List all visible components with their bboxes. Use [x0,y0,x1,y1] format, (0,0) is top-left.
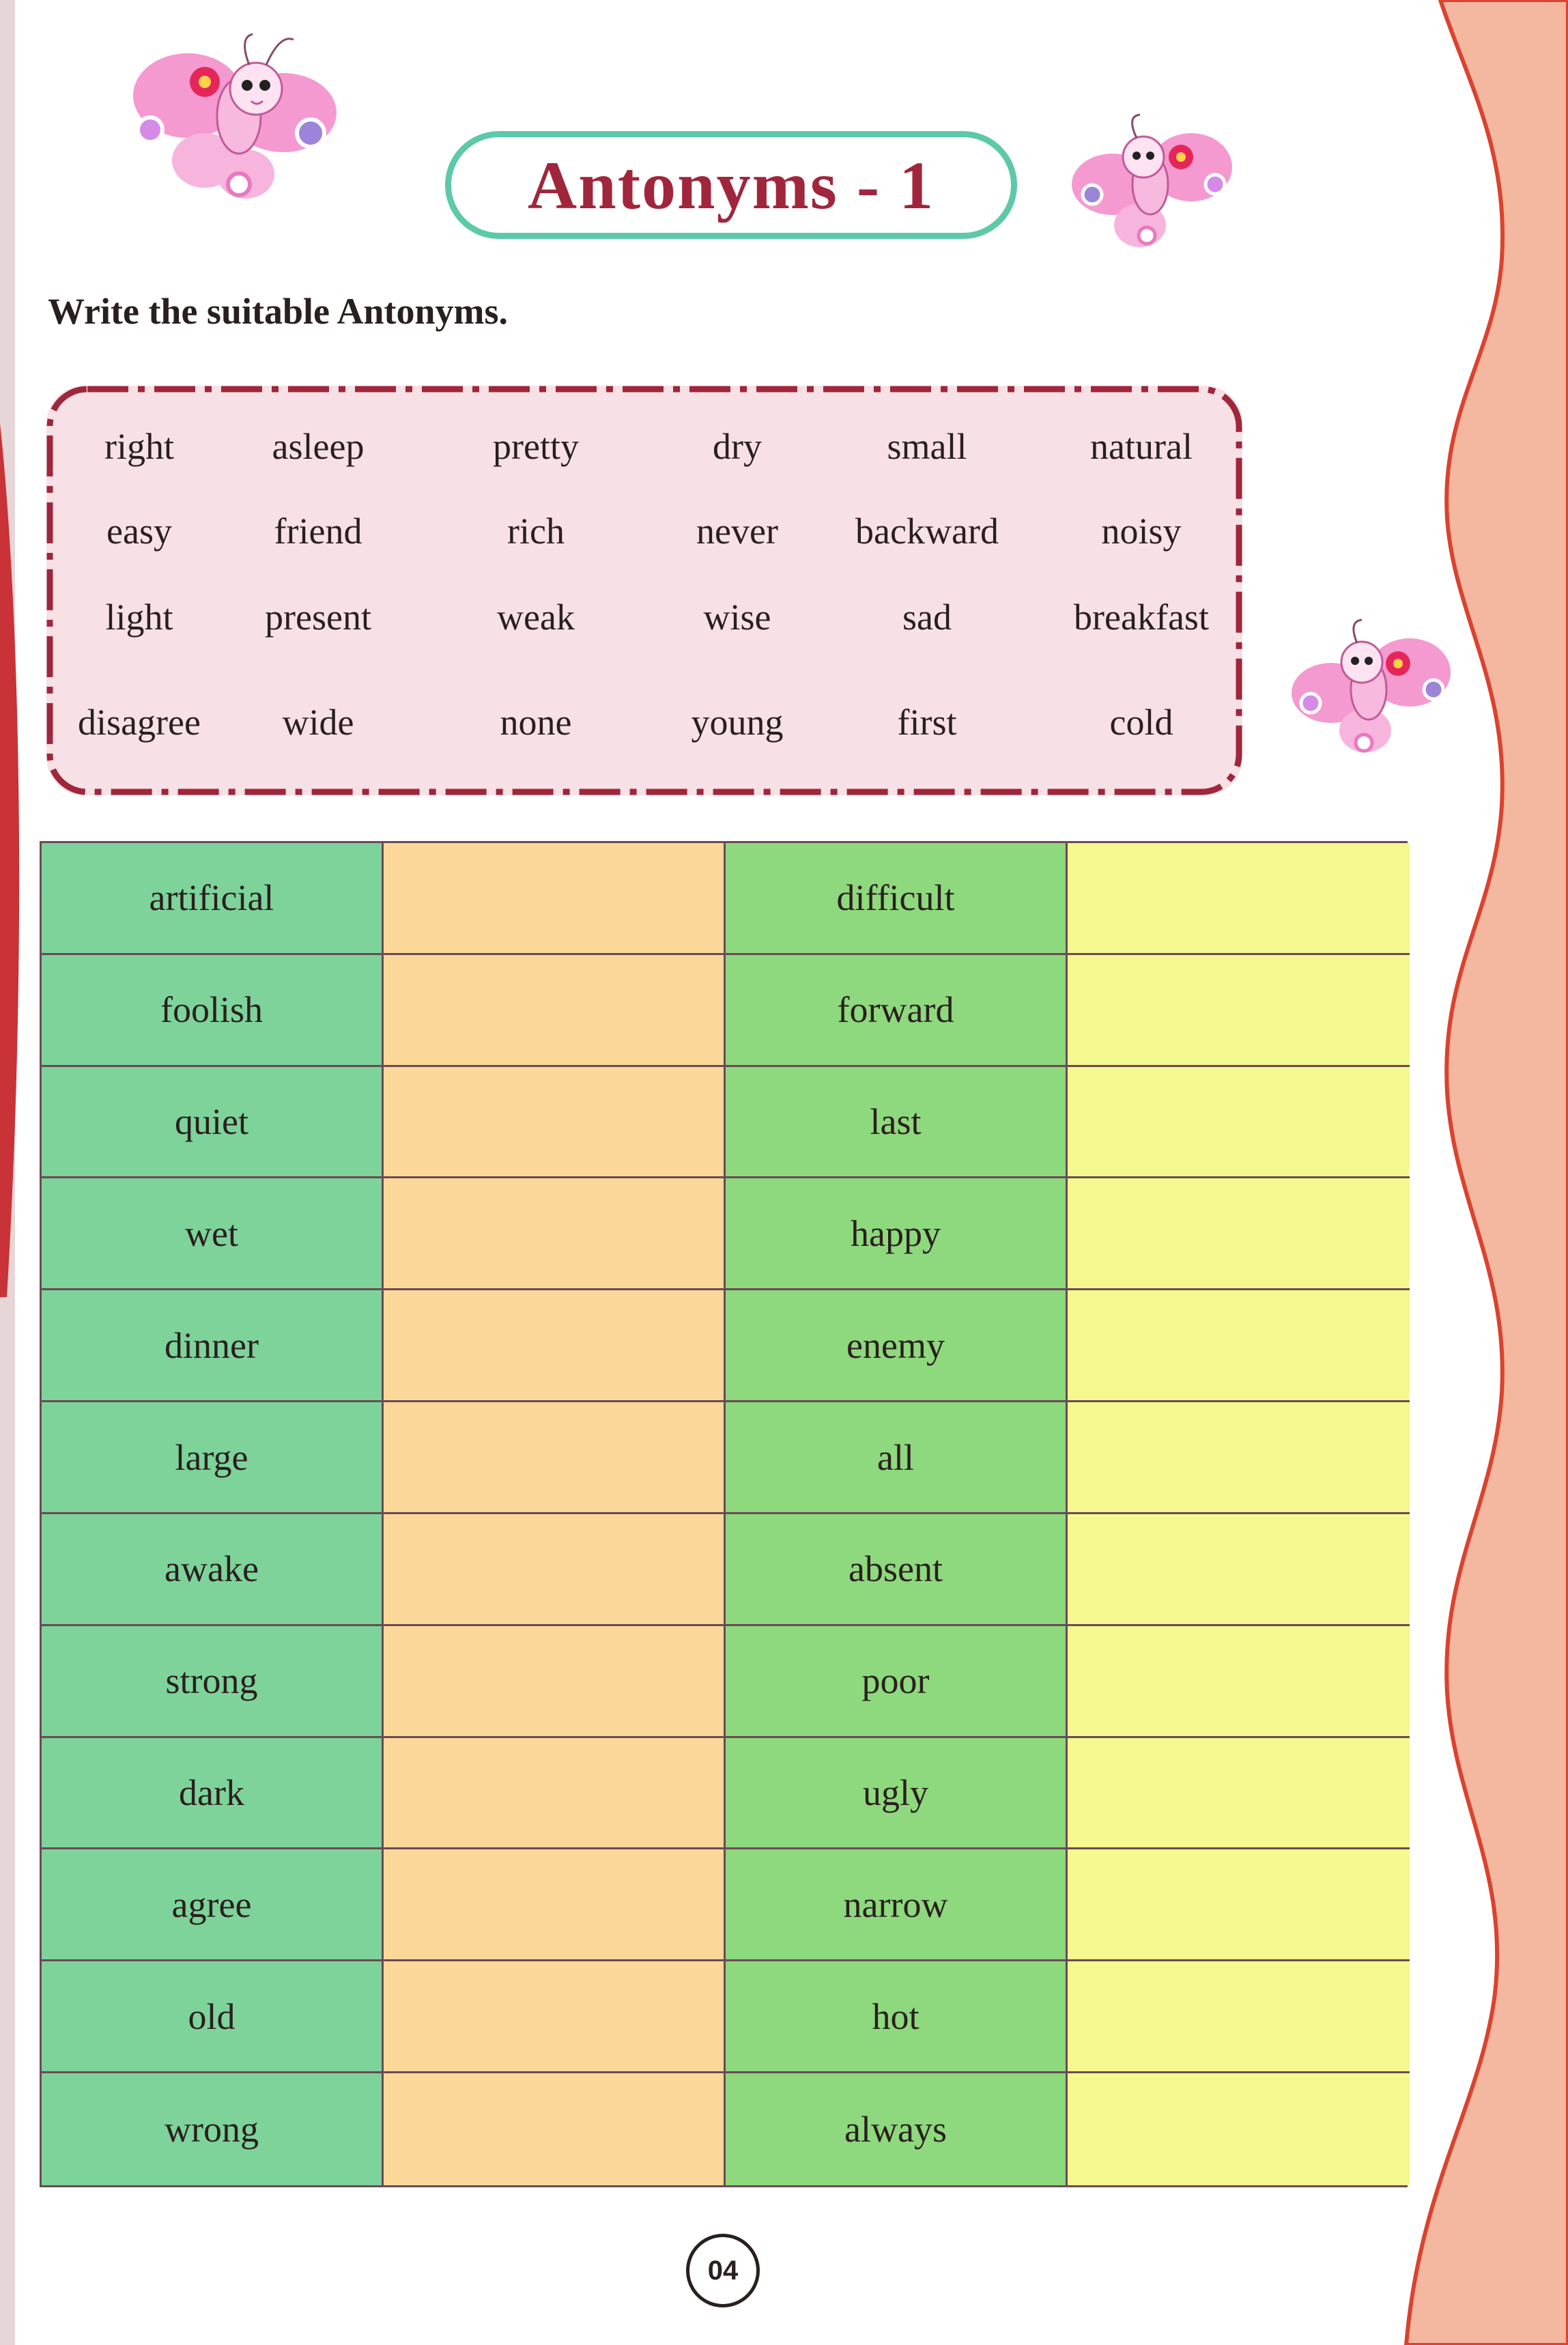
answer-cell[interactable] [384,1961,726,2073]
table-word-cell: enemy [726,1290,1068,1402]
table-word-cell: dark [42,1738,384,1850]
word-bank-item: disagree [78,702,201,743]
table-word-cell: difficult [726,843,1068,955]
word-bank-item: right [104,426,174,467]
word-bank-item: pretty [493,426,579,467]
table-word-cell: artificial [42,843,384,955]
table-word-cell: wet [42,1178,384,1290]
answer-cell[interactable] [384,1178,726,1290]
table-word-cell: forward [726,955,1068,1067]
word-bank-box [46,386,1242,795]
table-word-cell: old [42,1961,384,2073]
word-bank-border [46,386,1242,795]
butterfly-icon [1065,109,1242,259]
answer-cell[interactable] [1068,1738,1410,1850]
word-bank-item: never [696,511,778,552]
table-word-cell: quiet [42,1067,384,1179]
answer-cell[interactable] [384,1849,726,1961]
word-bank-item: friend [274,511,362,552]
answer-cell[interactable] [384,1290,726,1402]
answer-cell[interactable] [1068,1626,1410,1738]
answer-cell[interactable] [384,1402,726,1514]
answer-cell[interactable] [1068,2073,1410,2185]
word-bank-item: natural [1090,426,1193,467]
table-word-cell: wrong [42,2073,384,2185]
title-box [445,131,1017,239]
word-bank-item: noisy [1101,511,1182,552]
table-word-cell: absent [726,1514,1068,1626]
answer-cell[interactable] [1068,1961,1410,2073]
table-word-cell: strong [42,1626,384,1738]
page-number: 04 [686,2234,760,2307]
answer-cell[interactable] [384,2073,726,2185]
word-bank-item: backward [855,511,999,552]
answer-cell[interactable] [1068,1067,1410,1179]
table-word-cell: narrow [726,1849,1068,1961]
answer-cell[interactable] [1068,955,1410,1067]
answer-cell[interactable] [384,1067,726,1179]
table-word-cell: last [726,1067,1068,1179]
table-word-cell: agree [42,1849,384,1961]
instruction-text: Write the suitable Antonyms. [48,291,509,332]
answer-cell[interactable] [1068,1178,1410,1290]
word-bank-item: first [897,702,957,743]
answer-cell[interactable] [1068,1402,1410,1514]
answer-cell[interactable] [1068,1514,1410,1626]
answer-cell[interactable] [384,955,726,1067]
word-bank-item: small [887,426,967,467]
table-word-cell: always [726,2073,1068,2185]
table-word-cell: awake [42,1514,384,1626]
word-bank-item: rich [507,511,565,552]
word-bank-item: wide [282,702,354,743]
answer-cell[interactable] [384,843,726,955]
table-word-cell: all [726,1402,1068,1514]
table-word-cell: large [42,1402,384,1514]
table-word-cell: foolish [42,955,384,1067]
word-bank-item: young [691,702,784,743]
word-bank-item: none [500,702,572,743]
table-word-cell: ugly [726,1738,1068,1850]
word-bank-item: weak [497,597,575,638]
table-word-cell: dinner [42,1290,384,1402]
antonym-table [40,841,1408,2187]
table-word-cell: happy [726,1178,1068,1290]
word-bank-item: light [105,597,173,638]
word-bank-item: easy [106,511,172,552]
word-bank-item: dry [713,426,762,467]
table-word-cell: poor [726,1626,1068,1738]
butterfly-icon [123,20,348,212]
page-title: Antonyms - 1 [527,147,935,223]
table-word-cell: hot [726,1961,1068,2073]
word-bank-item: present [265,597,371,638]
answer-cell[interactable] [1068,1849,1410,1961]
word-bank-item: breakfast [1074,597,1209,638]
answer-cell[interactable] [384,1626,726,1738]
answer-cell[interactable] [1068,843,1410,955]
answer-cell[interactable] [384,1738,726,1850]
answer-cell[interactable] [384,1514,726,1626]
butterfly-icon [1283,614,1461,765]
word-bank-item: cold [1109,702,1173,743]
word-bank-item: wise [703,597,771,638]
word-bank-item: sad [902,597,952,638]
word-bank-item: asleep [272,426,365,467]
answer-cell[interactable] [1068,1290,1410,1402]
